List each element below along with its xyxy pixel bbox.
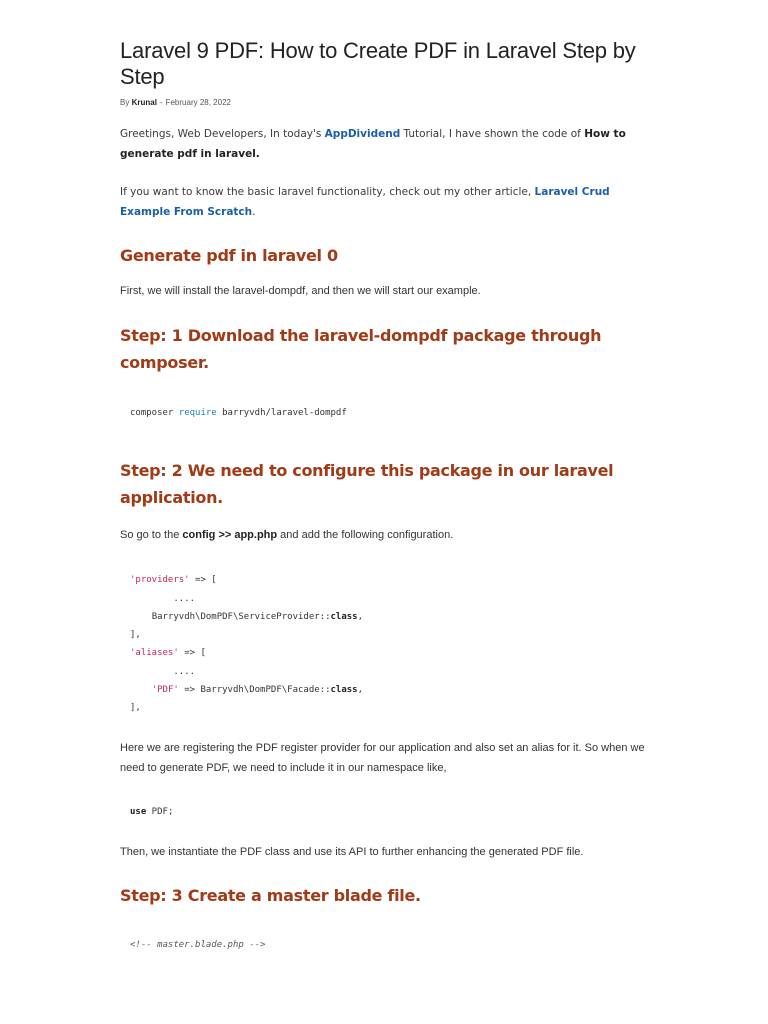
code-block-master-blade	[120, 936, 652, 954]
byline-by: By	[120, 98, 130, 107]
register-paragraph: Here we are registering the PDF register provider for our application and also set an alias for it. So when we need to generate PDF, we need to include it in our namespace like,	[120, 741, 645, 774]
code-aliases-open: => [	[178, 648, 206, 659]
byline	[120, 98, 652, 107]
heading-step-2: Step: 2 We need to configure this package in our laravel application.	[120, 461, 614, 508]
code-providers-key: 'providers'	[130, 575, 190, 586]
code-aliases-close: ],	[130, 703, 141, 714]
intro-bold: How to generate pdf in laravel.	[120, 128, 626, 160]
code-facade-class-keyword: class	[330, 685, 358, 696]
config-bold-path: config >> app.php	[182, 529, 278, 542]
code-use-keyword: use	[130, 806, 147, 817]
code-block-composer	[120, 404, 652, 422]
code-providers-open: => [	[189, 575, 217, 586]
code-aliases-key: 'aliases'	[130, 648, 179, 659]
code-block-use	[120, 803, 652, 821]
install-paragraph: First, we will install the laravel-dompdf, and then we will start our example.	[120, 285, 481, 297]
code-master-comment: <!-- master.blade.php -->	[130, 939, 266, 950]
code-require-keyword: require	[178, 408, 217, 418]
code-composer-cmd: composer	[130, 408, 179, 418]
instantiate-paragraph: Then, we instantiate the PDF class and use its API to further enhancing the generated PDF file.	[120, 845, 584, 858]
code-provider-comma: ,	[357, 611, 364, 622]
code-block-config	[120, 571, 652, 717]
code-facade-comma: ,	[357, 685, 364, 696]
code-aliases-dots: ....	[173, 666, 196, 677]
code-pdf-key: 'PDF'	[151, 685, 179, 696]
intro-paragraph	[120, 124, 652, 164]
byline-author[interactable]: Krunal	[131, 98, 157, 107]
code-package-name: barryvdh/laravel-dompdf	[216, 408, 347, 418]
byline-date: February 28, 2022	[165, 98, 231, 107]
config-text-1: So go to the	[120, 529, 183, 542]
laravel-crud-link[interactable]: Laravel Crud Example From Scratch	[120, 186, 610, 218]
intro-text-2: Tutorial, I have shown the code of	[400, 128, 585, 140]
code-facade-class: => Barryvdh\DomPDF\Facade::	[178, 685, 331, 696]
article-title: Laravel 9 PDF: How to Create PDF in Laravel Step by Step	[120, 38, 636, 89]
config-text-2: and add the following configuration.	[277, 529, 454, 542]
related-article-paragraph	[120, 182, 652, 222]
code-provider-class-keyword: class	[330, 611, 358, 622]
code-providers-close: ],	[130, 630, 141, 641]
code-providers-dots: ....	[173, 593, 196, 604]
related-text-1: If you want to know the basic laravel functionality, check out my other article,	[120, 186, 535, 198]
code-provider-class: Barryvdh\DomPDF\ServiceProvider::	[151, 611, 331, 622]
intro-text-1: Greetings, Web Developers, In today's	[120, 128, 325, 140]
heading-step-1: Step: 1 Download the laravel-dompdf package through composer.	[120, 326, 602, 372]
config-paragraph	[120, 525, 652, 545]
heading-step-3: Step: 3 Create a master blade file.	[120, 885, 421, 905]
related-text-2: .	[252, 206, 256, 218]
code-use-rest: PDF;	[146, 806, 174, 817]
byline-separator: -	[159, 98, 163, 107]
appdividend-link[interactable]: AppDividend	[324, 128, 401, 140]
heading-generate-pdf: Generate pdf in laravel 0	[120, 246, 338, 265]
article-content	[120, 38, 652, 954]
